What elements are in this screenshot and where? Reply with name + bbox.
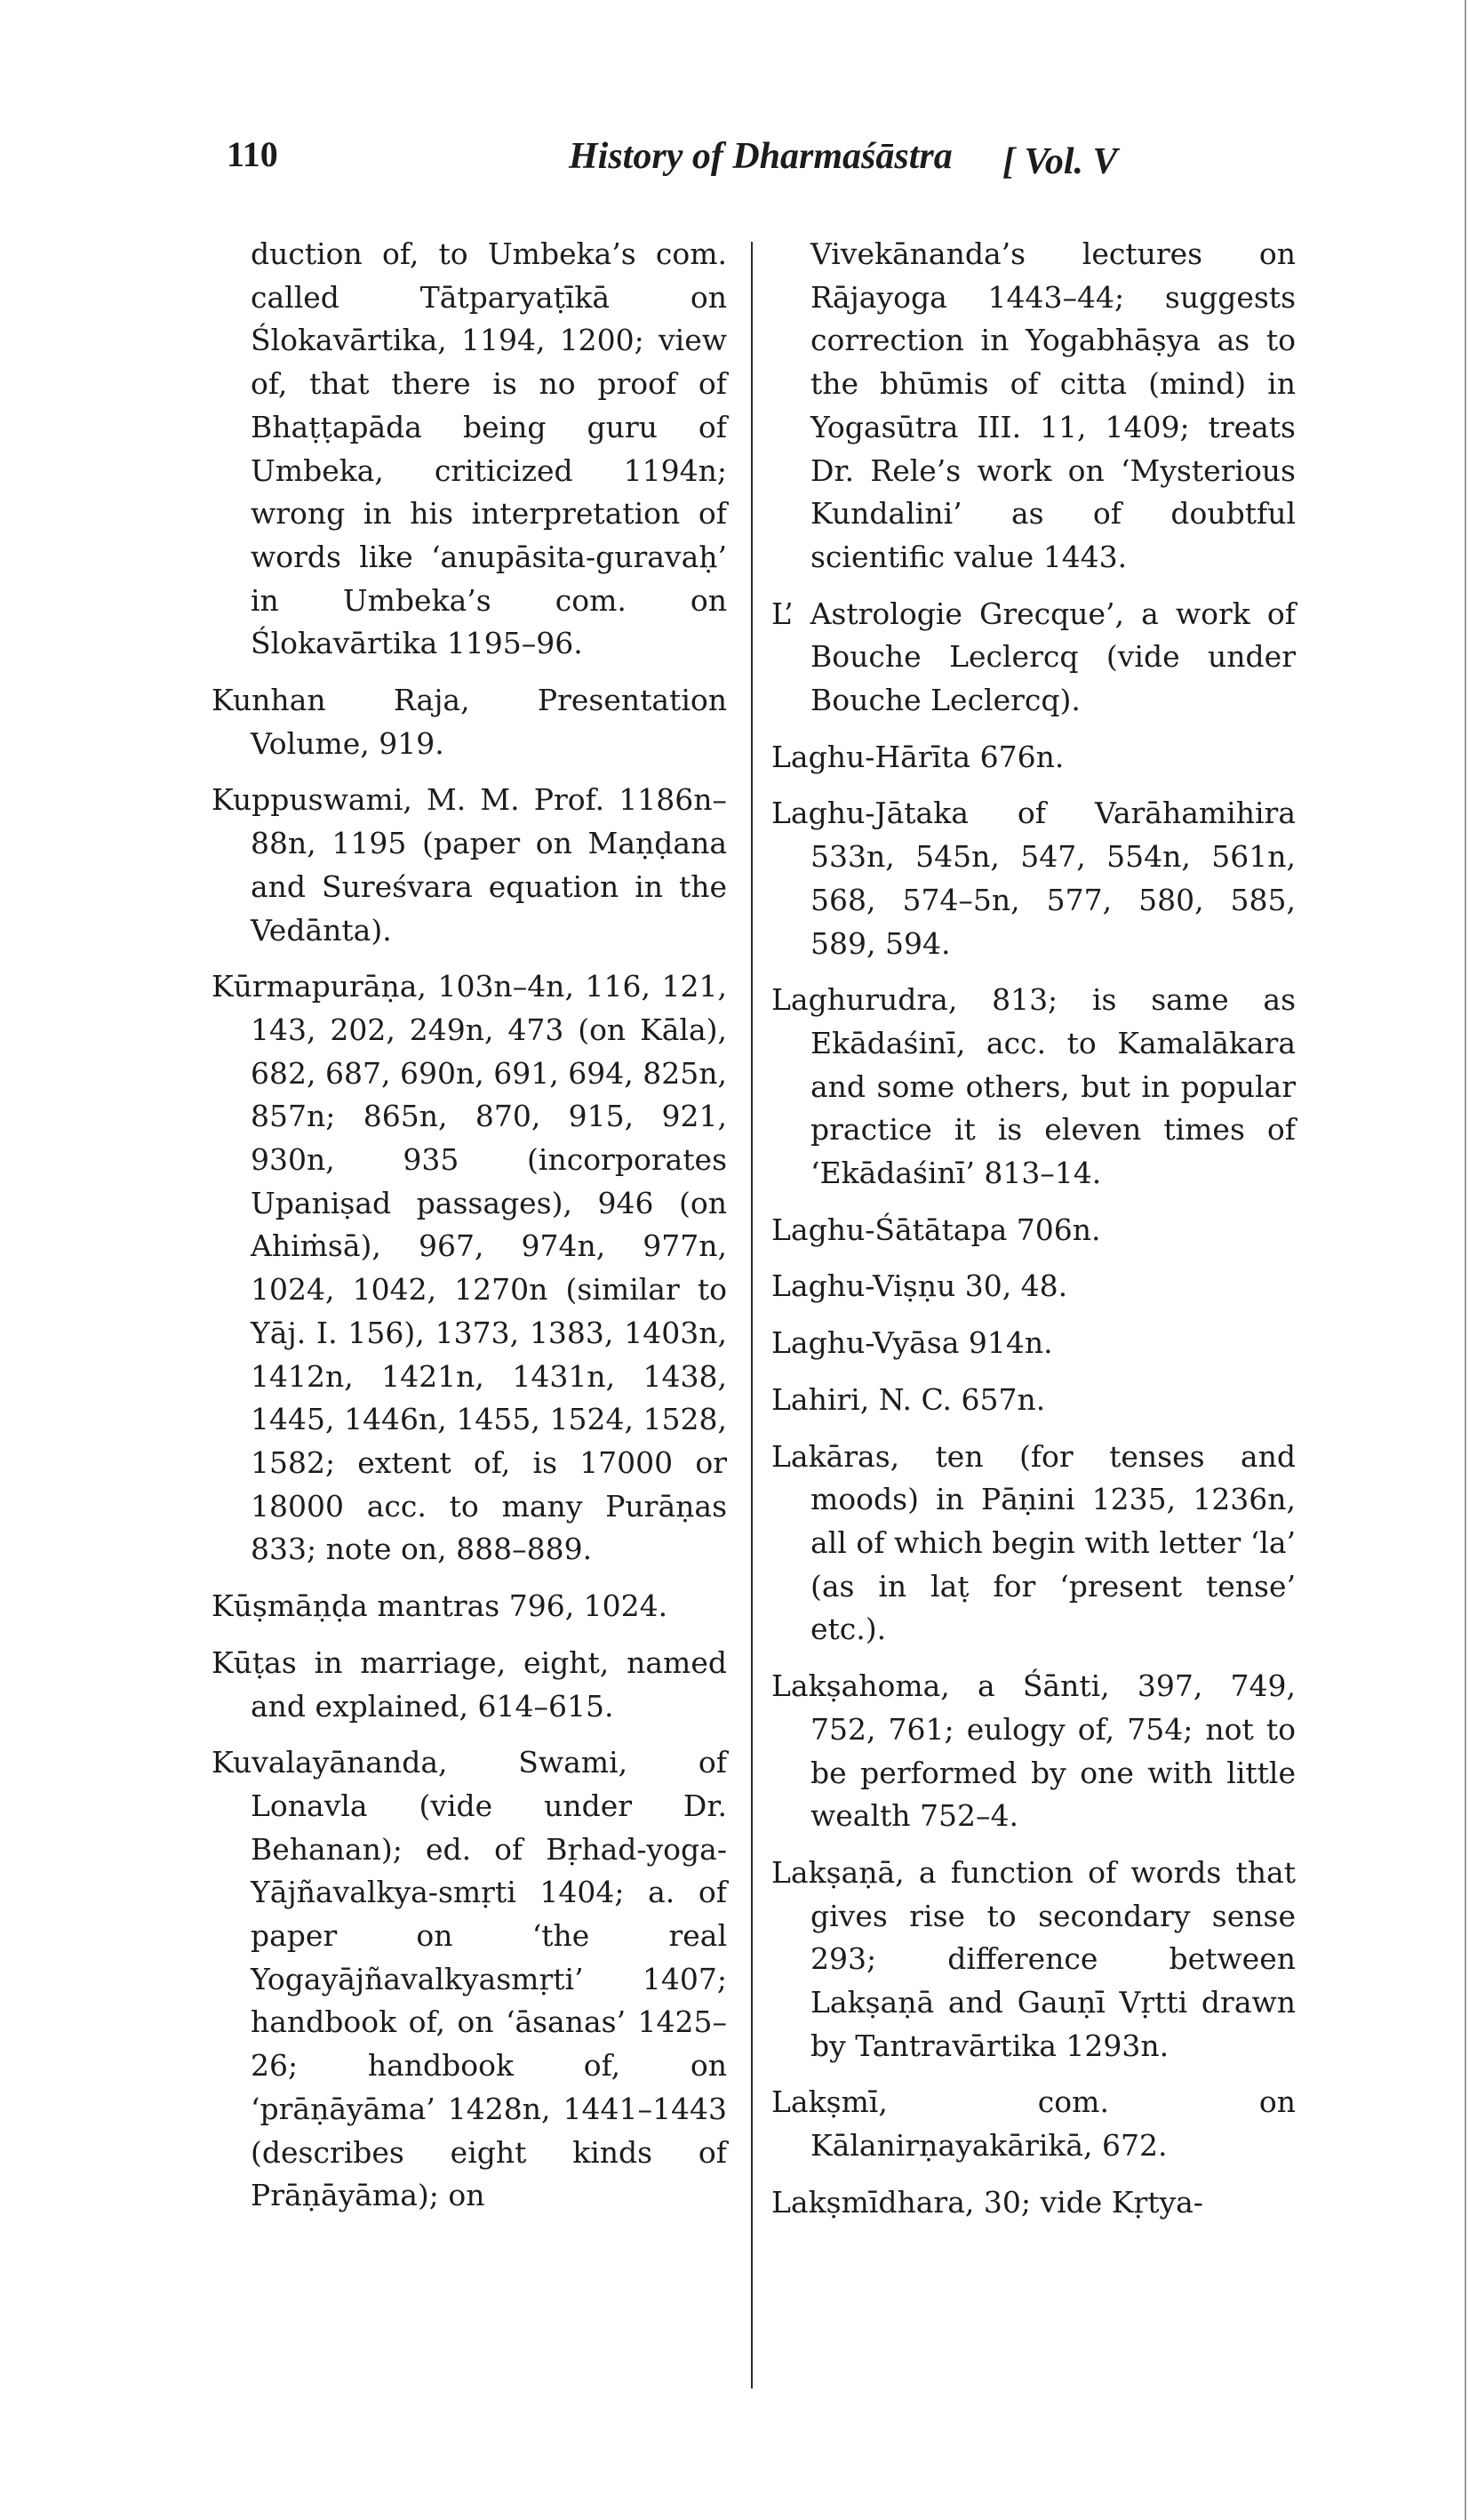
index-entry: Laghu-Viṣṇu 30, 48. <box>771 1268 1068 1304</box>
index-entry: Kūṭas in marriage, eight, named and explained, 614–615. <box>212 1644 727 1724</box>
index-entry: Lakṣaṇā, a function of words that gives rise to secondary sense 293; difference between Lakṣaṇā and Gauṇī Vṛtti drawn by Tantravārtika 1293n. <box>771 1854 1296 2063</box>
index-entry: Laghurudra, 813; is same as Ekādaśinī, acc. to Kamalākara and some others, but in popular practice it is eleven times of ‘Ekādaśinī’ 813–14. <box>771 982 1296 1191</box>
index-entry: Lahiri, N. C. 657n. <box>771 1381 1046 1417</box>
index-entry: Laghu-Vyāsa 914n. <box>771 1325 1053 1361</box>
left-column <box>212 233 727 2231</box>
page-edge-line <box>1465 0 1466 2520</box>
index-entry: Lakṣahoma, a Śānti, 397, 749, 752, 761; eulogy of, 754; not to be performed by one with little wealth 752–4. <box>771 1668 1296 1834</box>
index-entry: Lakṣmīdhara, 30; vide Kṛtya- <box>771 2184 1203 2220</box>
index-entry: Lakāras, ten (for tenses and moods) in Pāṇini 1235, 1236n, all of which begin with letter ‘la’ (as in laṭ for ‘present tense’ etc.). <box>771 1438 1296 1647</box>
page-number: 110 <box>227 134 278 174</box>
index-entry: L’ Astrologie Grecque’, a work of Bouche Leclercq (vide under Bouche Leclercq). <box>771 596 1296 718</box>
index-entry: Laghu-Jātaka of Varāhamihira 533n, 545n, 547, 554n, 561n, 568, 574–5n, 577, 580, 585, 589, 594. <box>771 796 1296 961</box>
index-entry: Kūrmapurāṇa, 103n–4n, 116, 121, 143, 202, 249n, 473 (on Kāla), 682, 687, 690n, 691, 694, 825n, 857n; 865n, 870, 915, 921, 930n, 935 (incorporates Upaniṣad passages), 946 (on Ahiṁsā), 967, 974n, 977n, 1024, 1042, 1270n (similar to Yāj. I. 156), 1373, 1383, 1403n, 1412n, 1421n, 1431n, 1438, 1445, 1446n, 1455, 1524, 1528, 1582; extent of, is 17000 or 18000 acc. to many Purāṇas 833; note on, 888–889. <box>212 969 727 1567</box>
index-entry: Lakṣmī, com. on Kālanirṇayakārikā, 672. <box>771 2084 1296 2164</box>
index-entry: Kuvalayānanda, Swami, of Lonavla (vide under Dr. Behanan); ed. of Bṛhad-yoga-Yājñavalkya-smṛti 1404; a. of paper on ‘the real Yogayājñavalkyasmṛti’ 1407; handbook of, on ‘āsanas’ 1425–26; handbook of, on ‘prāṇāyāma’ 1428n, 1441–1443 (describes eight kinds of Prāṇāyāma); on <box>212 1745 727 2213</box>
volume-label: [ Vol. V <box>1002 141 1118 182</box>
index-entry: Kunhan Raja, Presentation Volume, 919. <box>212 683 727 761</box>
column-divider <box>751 242 753 2388</box>
index-entry: Vivekānanda’s lectures on Rājayoga 1443–44; suggests correction in Yogabhāṣya as to the bhūmis of citta (mind) in Yogasūtra III. 11, 1409; treats Dr. Rele’s work on ‘Mysterious Kundalini’ as of doubtful scientific value 1443. <box>810 236 1296 574</box>
index-entry: Kūṣmāṇḍa mantras 796, 1024. <box>212 1588 668 1624</box>
page-header <box>227 133 1293 187</box>
right-column <box>771 233 1296 2238</box>
index-entry: Laghu-Śātātapa 706n. <box>771 1212 1101 1247</box>
index-entry: Kuppuswami, M. M. Prof. 1186n–88n, 1195 (paper on Maṇḍana and Sureśvara equation in the Vedānta). <box>212 782 727 948</box>
index-entry: Laghu-Hārīta 676n. <box>771 739 1065 774</box>
index-entry: duction of, to Umbeka’s com. called Tātparyaṭīkā on Ślokavārtika, 1194, 1200; view of, that there is no proof of Bhaṭṭapāda being guru of Umbeka, criticized 1194n; wrong in his interpretation of words like ‘anupāsita-guravaḥ’ in Umbeka’s com. on Ślokavārtika 1195–96. <box>251 236 727 661</box>
running-title: History of Dharmaśāstra <box>569 136 953 177</box>
